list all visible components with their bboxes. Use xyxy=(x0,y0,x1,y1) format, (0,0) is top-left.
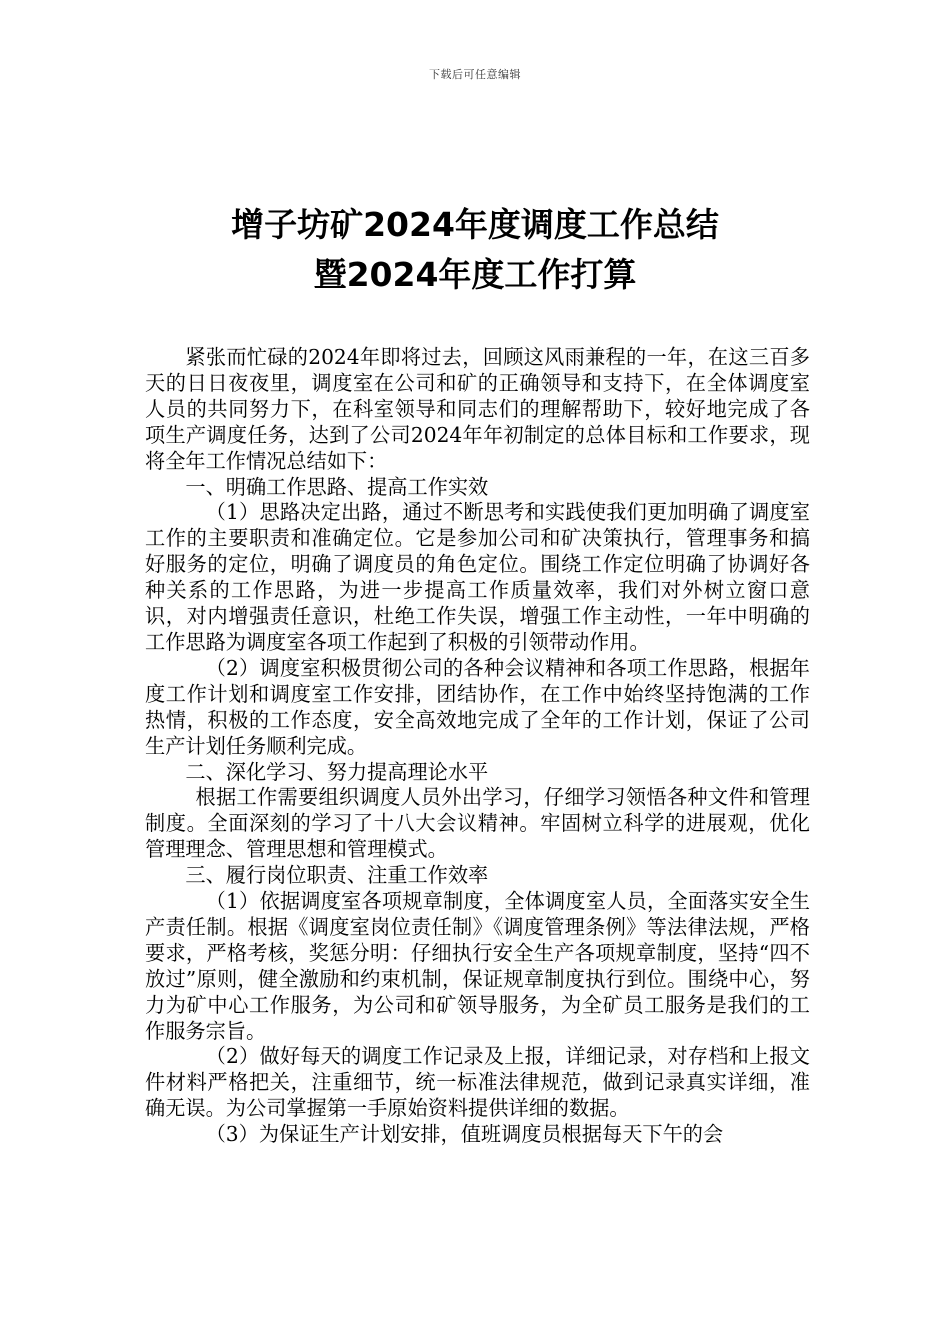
document-body xyxy=(145,345,810,1148)
section-heading-2: 二、深化学习、努力提高理论水平 xyxy=(185,759,489,784)
title-line-2: 暨2024年度工作打算 xyxy=(313,255,637,294)
paragraph-2: 根据工作需要组织调度人员外出学习，仔细学习领悟各种文件和管理制度。全面深刻的学习了十八大会议精神。牢固树立科学的进展观，优化管理理念、管理思想和管理模式。 xyxy=(145,785,810,862)
section-heading-1: 一、明确工作思路、提高工作实效 xyxy=(185,474,489,499)
document-title xyxy=(120,200,830,300)
title-line-1: 增子坊矿2024年度调度工作总结 xyxy=(231,205,719,244)
paragraph-1-1: （1）思路决定出路，通过不断思考和实践使我们更加明确了调度室工作的主要职责和准确定位。它是参加公司和矿决策执行，管理事务和搞好服务的定位，明确了调度员的角色定位。围绕工作定位明确了协调好各种关系的工作思路，为进一步提高工作质量效率，我们对外树立窗口意识，对内增强责任意识，杜绝工作失误，增强工作主动性，一年中明确的工作思路为调度室各项工作起到了积极的引领带动作用。 xyxy=(145,500,810,654)
header-note: 下载后可任意编辑 xyxy=(429,68,521,81)
paragraph-1-2: （2）调度室积极贯彻公司的各种会议精神和各项工作思路，根据年度工作计划和调度室工作安排，团结协作，在工作中始终坚持饱满的工作热情，积极的工作态度，安全高效地完成了全年的工作计划，保证了公司生产计划任务顺利完成。 xyxy=(145,655,810,758)
paragraph-3-1: （1）依据调度室各项规章制度，全体调度室人员，全面落实安全生产责任制。根据《调度室岗位责任制》《调度管理条例》等法律法规，严格要求，严格考核，奖惩分明：仔细执行安全生产各项规章制度，坚持“四不放过”原则，健全激励和约束机制，保证规章制度执行到位。围绕中心，努力为矿中心工作服务，为公司和矿领导服务，为全矿员工服务是我们的工作服务宗旨。 xyxy=(145,889,810,1043)
paragraph-3-3: （3）为保证生产计划安排，值班调度员根据每天下午的会 xyxy=(205,1122,724,1147)
paragraph-3-2: （2）做好每天的调度工作记录及上报，详细记录，对存档和上报文件材料严格把关，注重细节，统一标准法律规范，做到记录真实详细，准确无误。为公司掌握第一手原始资料提供详细的数据。 xyxy=(145,1044,810,1121)
paragraph-intro: 紧张而忙碌的2024年即将过去，回顾这风雨兼程的一年，在这三百多天的日日夜夜里，调度室在公司和矿的正确领导和支持下，在全体调度室人员的共同努力下，在科室领导和同志们的理解帮助下，较好地完成了各项生产调度任务，达到了公司2024年年初制定的总体目标和工作要求，现将全年工作情况总结如下： xyxy=(145,345,810,473)
section-heading-3: 三、履行岗位职责、注重工作效率 xyxy=(185,863,489,888)
